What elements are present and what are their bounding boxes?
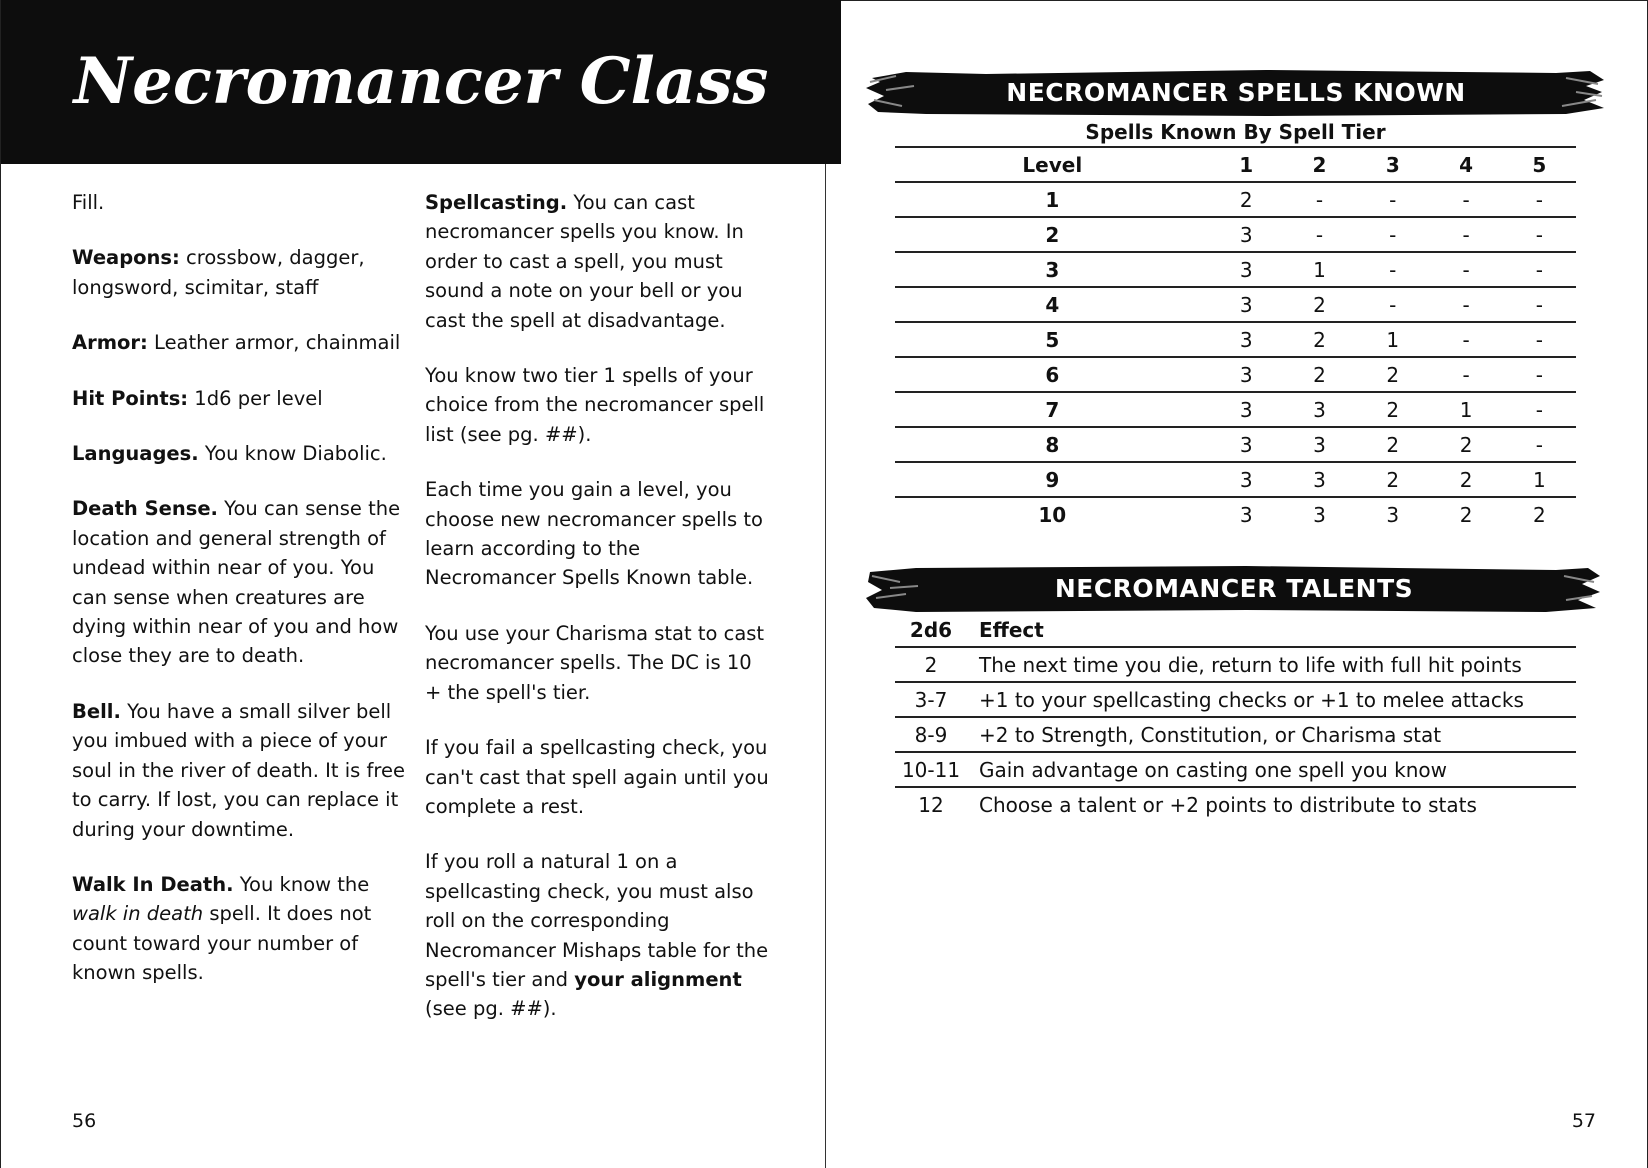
spells-table-caption: Spells Known By Spell Tier (1085, 120, 1386, 144)
spells-header-cell: 4 (1429, 147, 1502, 182)
spells-count-cell: - (1283, 217, 1356, 252)
spells-count-cell: 2 (1283, 357, 1356, 392)
spells-count-cell: 3 (1210, 287, 1283, 322)
mishap-text: If you roll a natural 1 on a spellcasting check, you must also roll on the corresponding Necromancer Mishaps table for the spell's tier and (425, 850, 769, 991)
spells-count-cell: 3 (1210, 217, 1283, 252)
spells-count-cell: - (1503, 217, 1576, 252)
spells-level-cell: 6 (895, 357, 1210, 392)
talent-roll-cell: 8-9 (895, 717, 967, 752)
spells-table-row (895, 357, 1576, 392)
tier1-spells-paragraph: You know two tier 1 spells of your choice from the necromancer spell list (see pg. ##). (425, 364, 765, 446)
spellcasting-paragraph (425, 188, 770, 335)
spells-count-cell: 2 (1532, 502, 1546, 527)
talents-table-body (895, 647, 1576, 821)
spells-header-cell: 1 (1210, 147, 1283, 182)
talents-table-row (895, 787, 1576, 821)
spells-level-cell: 1 (895, 182, 1210, 217)
spells-level-cell: 3 (895, 252, 1210, 287)
spells-table-body (895, 182, 1576, 531)
spellcasting-text: You can cast necromancer spells you know. In order to cast a spell, you must sound a note on your bell or you cast the spell at disadvantage. (425, 191, 744, 332)
talent-effect-cell: The next time you die, return to life with full hit points (967, 647, 1576, 682)
spells-table-row (895, 392, 1576, 427)
spells-count-cell: - (1356, 252, 1429, 287)
spells-count-cell: - (1503, 392, 1576, 427)
spells-count-cell: 2 (1459, 502, 1473, 527)
armor-paragraph (72, 328, 407, 357)
spells-count-cell: - (1429, 357, 1502, 392)
spells-count-cell: 2 (1210, 182, 1283, 217)
page-number-left: 56 (72, 1110, 97, 1132)
level-up-paragraph: Each time you gain a level, you choose new necromancer spells to learn according to the Necromancer Spells Known table. (425, 478, 763, 590)
page-title: Necromancer Class (73, 44, 769, 119)
spells-count-cell: - (1356, 287, 1429, 322)
spells-table-row (895, 322, 1576, 357)
spells-level-cell: 4 (895, 287, 1210, 322)
spellcasting-label: Spellcasting. (425, 191, 568, 214)
spells-count-cell: 3 (1210, 462, 1283, 497)
spells-count-cell: 3 (1210, 357, 1283, 392)
spells-table-row (895, 287, 1576, 322)
spells-level-cell: 7 (895, 392, 1210, 427)
spells-count-cell: - (1429, 252, 1502, 287)
fail-check-paragraph: If you fail a spellcasting check, you can't cast that spell again until you complete a rest. (425, 736, 769, 818)
languages-paragraph (72, 439, 407, 468)
walk-in-death-spell-name: walk in death (72, 902, 204, 926)
spells-count-cell: - (1429, 287, 1502, 322)
weapons-label: Weapons: (72, 246, 180, 270)
spells-count-cell: 2 (1356, 462, 1429, 497)
fill-text: Fill. (72, 191, 105, 214)
death-sense-text: You can sense the location and general strength of undead within near of you. You can sense when creatures are dying within near of you and how close they are to death. (72, 497, 401, 668)
talent-effect-cell: Choose a talent or +2 points to distribute to stats (979, 792, 1477, 817)
spells-count-cell: 3 (1210, 427, 1283, 462)
talent-effect-cell: Gain advantage on casting one spell you know (967, 752, 1576, 787)
mishap-paragraph (425, 847, 770, 1023)
bell-label: Bell. (72, 699, 121, 723)
spells-count-cell: 2 (1429, 462, 1502, 497)
spells-count-cell: - (1283, 182, 1356, 217)
spells-count-cell: - (1503, 322, 1576, 357)
talents-banner (866, 566, 1602, 612)
charisma-paragraph: You use your Charisma stat to cast necromancer spells. The DC is 10 + the spell's tier. (425, 621, 765, 704)
spells-known-banner (866, 70, 1606, 116)
talents-table (895, 613, 1576, 821)
spells-count-cell: - (1503, 252, 1576, 287)
walk-in-death-label: Walk In Death. (72, 872, 234, 896)
spells-level-cell: 5 (895, 322, 1210, 357)
spells-known-table (895, 146, 1576, 531)
weapons-paragraph (72, 243, 407, 302)
bell-text: You have a small silver bell you imbued with a piece of your soul in the river of death. It is free to carry. If lost, you can replace it during your downtime. (72, 699, 405, 841)
spells-count-cell: - (1356, 182, 1429, 217)
spells-count-cell: 2 (1283, 322, 1356, 357)
talents-table-row (895, 682, 1576, 717)
languages-label: Languages. (72, 442, 199, 466)
mishap-bold: your alignment (574, 967, 742, 991)
spells-count-cell: 2 (1356, 392, 1429, 427)
spells-count-cell: 2 (1356, 427, 1429, 462)
spells-table-row (895, 252, 1576, 287)
spells-count-cell: 3 (1210, 392, 1283, 427)
walk-in-death-text-1: You know the (233, 872, 370, 896)
talents-table-row (895, 752, 1576, 787)
spells-header-cell: 3 (1356, 147, 1429, 182)
talents-header-roll: 2d6 (895, 613, 967, 647)
talent-roll-cell: 10-11 (895, 752, 967, 787)
title-banner (1, 0, 841, 164)
death-sense-label: Death Sense. (72, 497, 218, 521)
spells-count-cell: 2 (1429, 427, 1502, 462)
spells-count-cell: 3 (1210, 322, 1283, 357)
talent-roll-cell: 3-7 (895, 682, 967, 717)
spells-header-cell: 2 (1283, 147, 1356, 182)
spells-count-cell: 3 (1283, 427, 1356, 462)
talent-roll-cell: 12 (918, 792, 944, 817)
spells-count-cell: 3 (1283, 392, 1356, 427)
talents-title: NECROMANCER TALENTS (1054, 574, 1414, 603)
spells-count-cell: - (1429, 322, 1502, 357)
spells-count-cell: 1 (1356, 322, 1429, 357)
spells-table-row (895, 497, 1576, 531)
spells-count-cell: - (1429, 217, 1502, 252)
spells-level-cell: 9 (895, 462, 1210, 497)
spells-table-row (895, 427, 1576, 462)
spells-count-cell: 2 (1283, 287, 1356, 322)
talent-effect-cell: +1 to your spellcasting checks or +1 to melee attacks (967, 682, 1576, 717)
hit-points-paragraph (72, 384, 407, 413)
page-number-right: 57 (1571, 1110, 1596, 1132)
armor-label: Armor: (72, 331, 148, 355)
hit-points-label: Hit Points: (72, 386, 189, 410)
talents-header-effect: Effect (967, 613, 1576, 647)
spells-count-cell: 3 (1210, 252, 1283, 287)
spells-count-cell: - (1503, 287, 1576, 322)
spells-count-cell: - (1429, 182, 1502, 217)
spells-known-title: NECROMANCER SPELLS KNOWN (1006, 78, 1466, 107)
talent-effect-cell: +2 to Strength, Constitution, or Charisma stat (967, 717, 1576, 752)
spells-count-cell: 1 (1503, 462, 1576, 497)
spells-count-cell: 1 (1283, 252, 1356, 287)
left-column (72, 188, 407, 1014)
spells-level-cell: 10 (1038, 502, 1067, 527)
spells-count-cell: 3 (1283, 462, 1356, 497)
languages-text: You know Diabolic. (198, 442, 387, 466)
spells-level-cell: 8 (895, 427, 1210, 462)
talents-table-row (895, 647, 1576, 682)
spells-count-cell: 3 (1239, 502, 1253, 527)
right-column (425, 188, 770, 1050)
spells-count-cell: 3 (1313, 502, 1326, 527)
spells-count-cell: - (1503, 357, 1576, 392)
weapons-text: crossbow, dagger, longsword, scimitar, staff (72, 246, 365, 299)
spells-table-row (895, 217, 1576, 252)
death-sense-paragraph (72, 494, 407, 670)
spells-count-cell: - (1503, 427, 1576, 462)
spells-count-cell: 3 (1386, 502, 1400, 527)
walk-in-death-text-2: spell. It does not count toward your number of known spells. (72, 902, 372, 985)
spells-header-cell: 5 (1503, 147, 1576, 182)
spells-count-cell: - (1503, 182, 1576, 217)
talents-header-row (895, 613, 1576, 647)
mishap-end: (see pg. ##). (425, 997, 557, 1021)
armor-text: Leather armor, chainmail (147, 331, 401, 355)
talent-roll-cell: 2 (895, 647, 967, 682)
spells-level-cell: 2 (895, 217, 1210, 252)
spells-header-cell: Level (895, 147, 1210, 182)
hit-points-text: 1d6 per level (188, 386, 323, 410)
spells-count-cell: - (1356, 217, 1429, 252)
bell-paragraph (72, 697, 407, 844)
spells-count-cell: 1 (1429, 392, 1502, 427)
spells-table-row (895, 182, 1576, 217)
spells-count-cell: 2 (1356, 357, 1429, 392)
spells-table-row (895, 462, 1576, 497)
talents-table-row (895, 717, 1576, 752)
spells-header-row (895, 147, 1576, 182)
walk-in-death-paragraph (72, 870, 407, 988)
